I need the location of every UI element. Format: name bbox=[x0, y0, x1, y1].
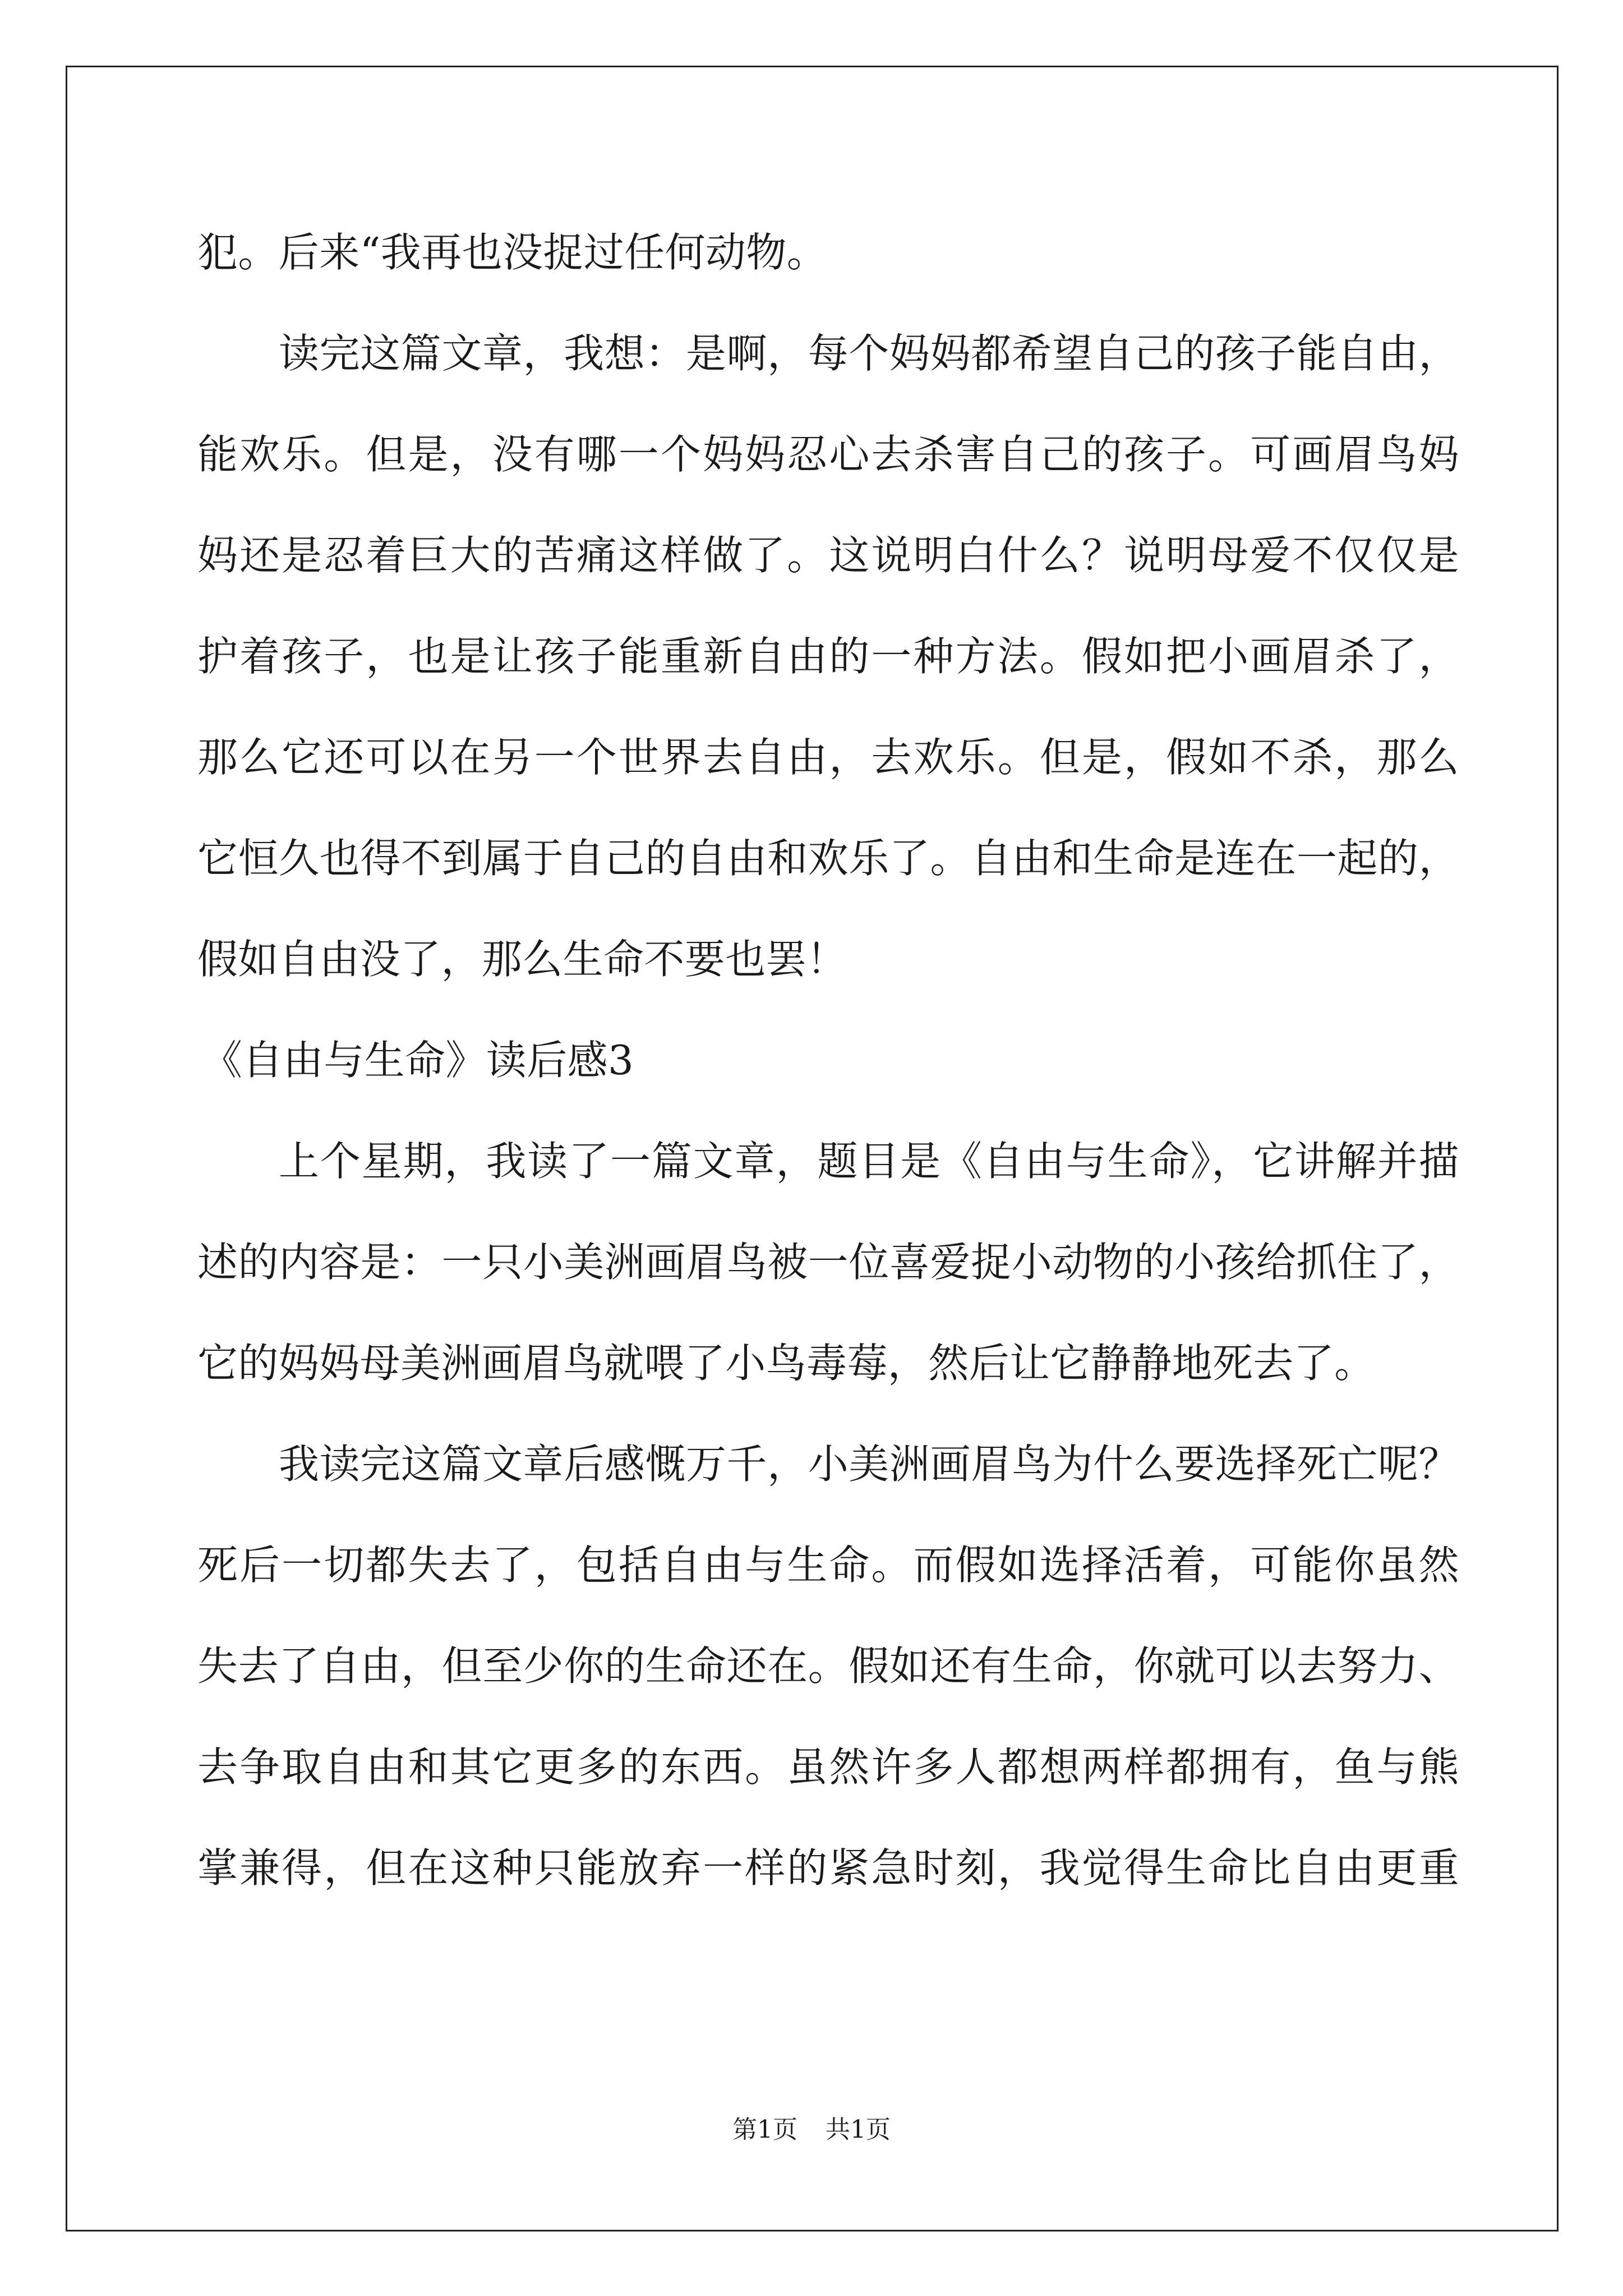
text-line: 它的妈妈母美洲画眉鸟就喂了小鸟毒莓，然后让它静静地死去了。 bbox=[197, 1340, 1375, 1387]
text-line: 掌兼得，但在这种只能放弃一样的紧急时刻，我觉得生命比自由更重 bbox=[197, 1844, 1459, 1892]
text-line: 读完这篇文章，我想：是啊，每个妈妈都希望自己的孩子能自由， bbox=[279, 330, 1459, 377]
text-line: 述的内容是：一只小美洲画眉鸟被一位喜爱捉小动物的小孩给抓住了， bbox=[197, 1239, 1459, 1286]
text-line: 它恒久也得不到属于自己的自由和欢乐了。自由和生命是连在一起的， bbox=[197, 835, 1459, 882]
text-line: 妈还是忍着巨大的苦痛这样做了。这说明白什么？说明母爱不仅仅是 bbox=[197, 532, 1459, 579]
text-line: 我读完这篇文章后感慨万千，小美洲画眉鸟为什么要选择死亡呢？ bbox=[279, 1441, 1459, 1488]
text-line: 护着孩子，也是让孩子能重新自由的一种方法。假如把小画眉杀了， bbox=[197, 633, 1459, 680]
text-line: 去争取自由和其它更多的东西。虽然许多人都想两样都拥有，鱼与熊 bbox=[197, 1743, 1459, 1791]
section-heading: 《自由与生命》读后感3 bbox=[202, 1037, 634, 1084]
text-line: 假如自由没了，那么生命不要也罢！ bbox=[197, 936, 847, 983]
text-line: 上个星期，我读了一篇文章，题目是《自由与生命》，它讲解并描 bbox=[279, 1138, 1459, 1185]
text-line: 失去了自由，但至少你的生命还在。假如还有生命，你就可以去努力、 bbox=[197, 1642, 1459, 1690]
text-line: 犯。后来“我再也没捉过任何动物。 bbox=[197, 229, 828, 276]
text-line: 那么它还可以在另一个世界去自由，去欢乐。但是，假如不杀，那么 bbox=[197, 734, 1459, 781]
document-body bbox=[197, 202, 1459, 1918]
text-line: 能欢乐。但是，没有哪一个妈妈忍心去杀害自己的孩子。可画眉鸟妈 bbox=[197, 431, 1459, 478]
page-total: 共1页 bbox=[826, 2115, 891, 2144]
page-footer bbox=[0, 2109, 1623, 2145]
text-line: 死后一切都失去了，包括自由与生命。而假如选择活着，可能你虽然 bbox=[197, 1542, 1459, 1589]
page-number: 第1页 bbox=[732, 2115, 797, 2144]
